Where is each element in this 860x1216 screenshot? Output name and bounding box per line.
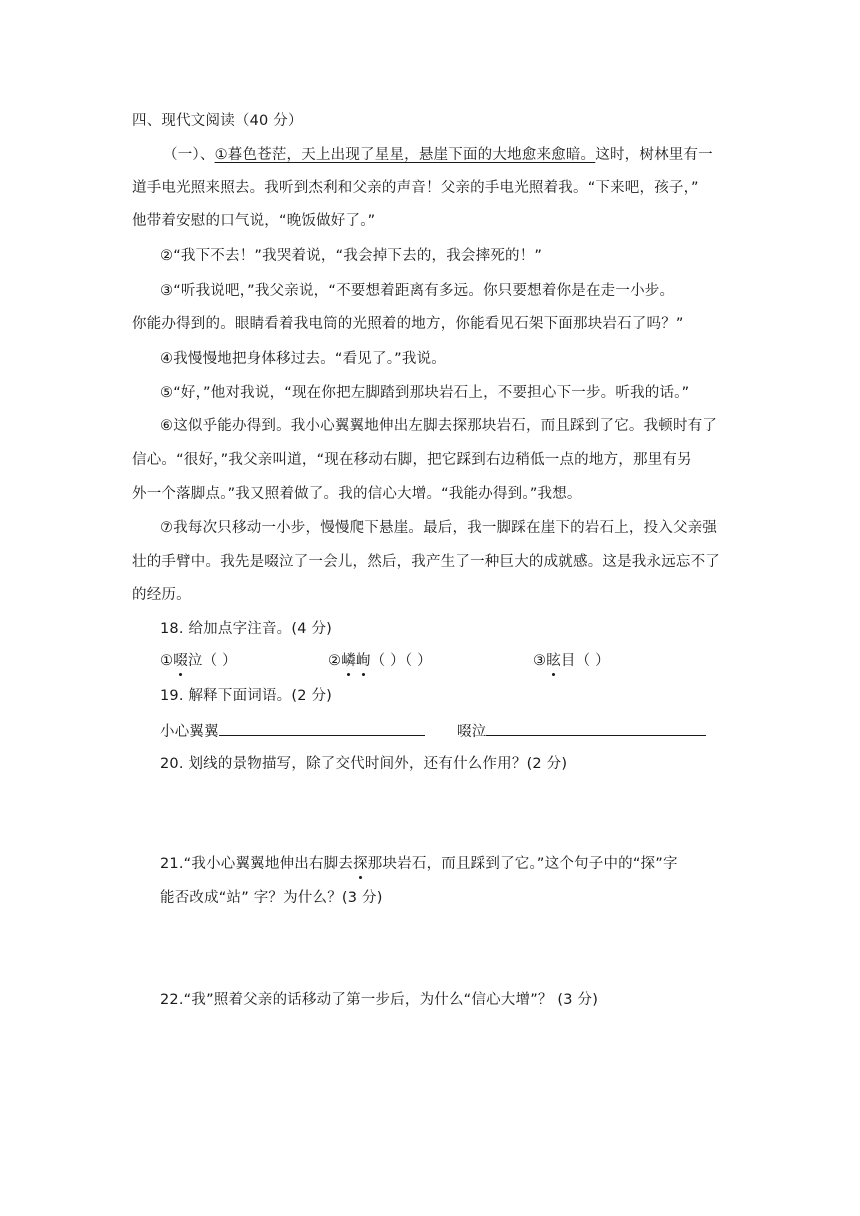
question-21-line-1 — [160, 854, 678, 874]
item-number: ② — [328, 653, 342, 669]
dotted-character: 眩 — [546, 653, 561, 669]
section-title: 四、现代文阅读（40 分） — [132, 113, 303, 129]
question-22: 22.“我”照着父亲的话移动了第一步后，为什么“信心大增”？ (3 分) — [160, 992, 599, 1008]
dotted-character: 啜 — [173, 653, 188, 669]
paragraph-7-line-3: 的经历。 — [132, 587, 191, 603]
dotted-character: 探 — [353, 856, 368, 872]
question-21-line-2: 能否改成“站” 字？为什么？(3 分) — [160, 890, 383, 906]
question-19-title: 19. 解释下面词语。(2 分) — [160, 688, 333, 704]
paragraph-3-line-2: 你能办得到的。眼睛看着我电筒的光照着的地方，你能看见石架下面那块岩石了吗？” — [132, 316, 684, 332]
paragraph-3-line-1: ③“听我说吧，”我父亲说，“不要想着距离有多远。你只要想着你是在走一小步。 — [160, 283, 675, 299]
paragraph-4: ④我慢慢地把身体移过去。“看见了。”我说。 — [160, 351, 446, 367]
paragraph-1-line-3: 他带着安慰的口气说，“晚饭做好了。” — [132, 213, 376, 229]
question-text: 21.“我小心翼翼地伸出右脚去 — [160, 856, 354, 872]
paragraph-7-line-2: 壮的手臂中。我先是啜泣了一会儿，然后，我产生了一种巨大的成就感。这是我永远忘不了 — [132, 554, 720, 570]
paragraph-5: ⑤“好，”他对我说，“现在你把左脚踏到那块岩石上，不要担心下一步。听我的话。” — [160, 385, 690, 401]
question-19-item-2 — [457, 721, 706, 742]
paragraph-1-line-1 — [163, 145, 713, 165]
answer-blank: （ ）（ ） — [370, 653, 432, 669]
underlined-scenery-description: ①暮色苍茫，天上出现了星星，悬崖下面的大地愈来愈暗。 — [214, 147, 596, 163]
answer-blank: 目（ ） — [560, 653, 610, 669]
question-18-item-3 — [533, 651, 610, 671]
question-19-item-1 — [160, 721, 425, 742]
paragraph-2: ②“我下不去！”我哭着说，“我会掉下去的，我会摔死的！” — [160, 248, 543, 264]
dotted-character: 峋 — [355, 653, 371, 669]
paragraph-1-text: 这时，树林里有一 — [595, 147, 713, 163]
paragraph-1-line-2: 道手电光照来照去。我听到杰利和父亲的声音！父亲的手电光照着我。“下来吧，孩子，” — [132, 180, 699, 196]
item-number: ③ — [533, 653, 547, 669]
question-20: 20. 划线的景物描写，除了交代时间外，还有什么作用？(2 分) — [160, 756, 568, 772]
question-18-item-2 — [328, 651, 432, 671]
term-label: 小心翼翼 — [160, 724, 219, 740]
item-number: ① — [160, 653, 174, 669]
paragraph-6-line-2: 信心。“很好，”我父亲叫道，“现在移动右脚，把它踩到右边稍低一点的地方，那里有另 — [132, 452, 692, 468]
answer-line[interactable] — [219, 721, 425, 736]
question-18-title: 18. 给加点字注音。(4 分) — [160, 621, 333, 637]
paragraph-6-line-1: ⑥这似乎能办得到。我小心翼翼地伸出左脚去探那块岩石，而且踩到了它。我顿时有了 — [160, 418, 718, 434]
term-label: 啜泣 — [457, 724, 487, 740]
dotted-character: 嶙 — [341, 653, 356, 669]
paragraph-7-line-1: ⑦我每次只移动一小步，慢慢爬下悬崖。最后，我一脚踩在崖下的岩石上，投入父亲强 — [160, 520, 718, 536]
passage-label: （一）、 — [163, 147, 215, 163]
question-text: 那块岩石，而且踩到了它。”这个句子中的“探”字 — [367, 856, 678, 872]
answer-blank: 泣（ ） — [187, 653, 237, 669]
question-18-item-1 — [160, 651, 237, 671]
answer-line[interactable] — [486, 721, 706, 736]
paragraph-6-line-3: 外一个落脚点。”我又照着做了。我的信心大增。“我能办得到。”我想。 — [132, 486, 582, 502]
